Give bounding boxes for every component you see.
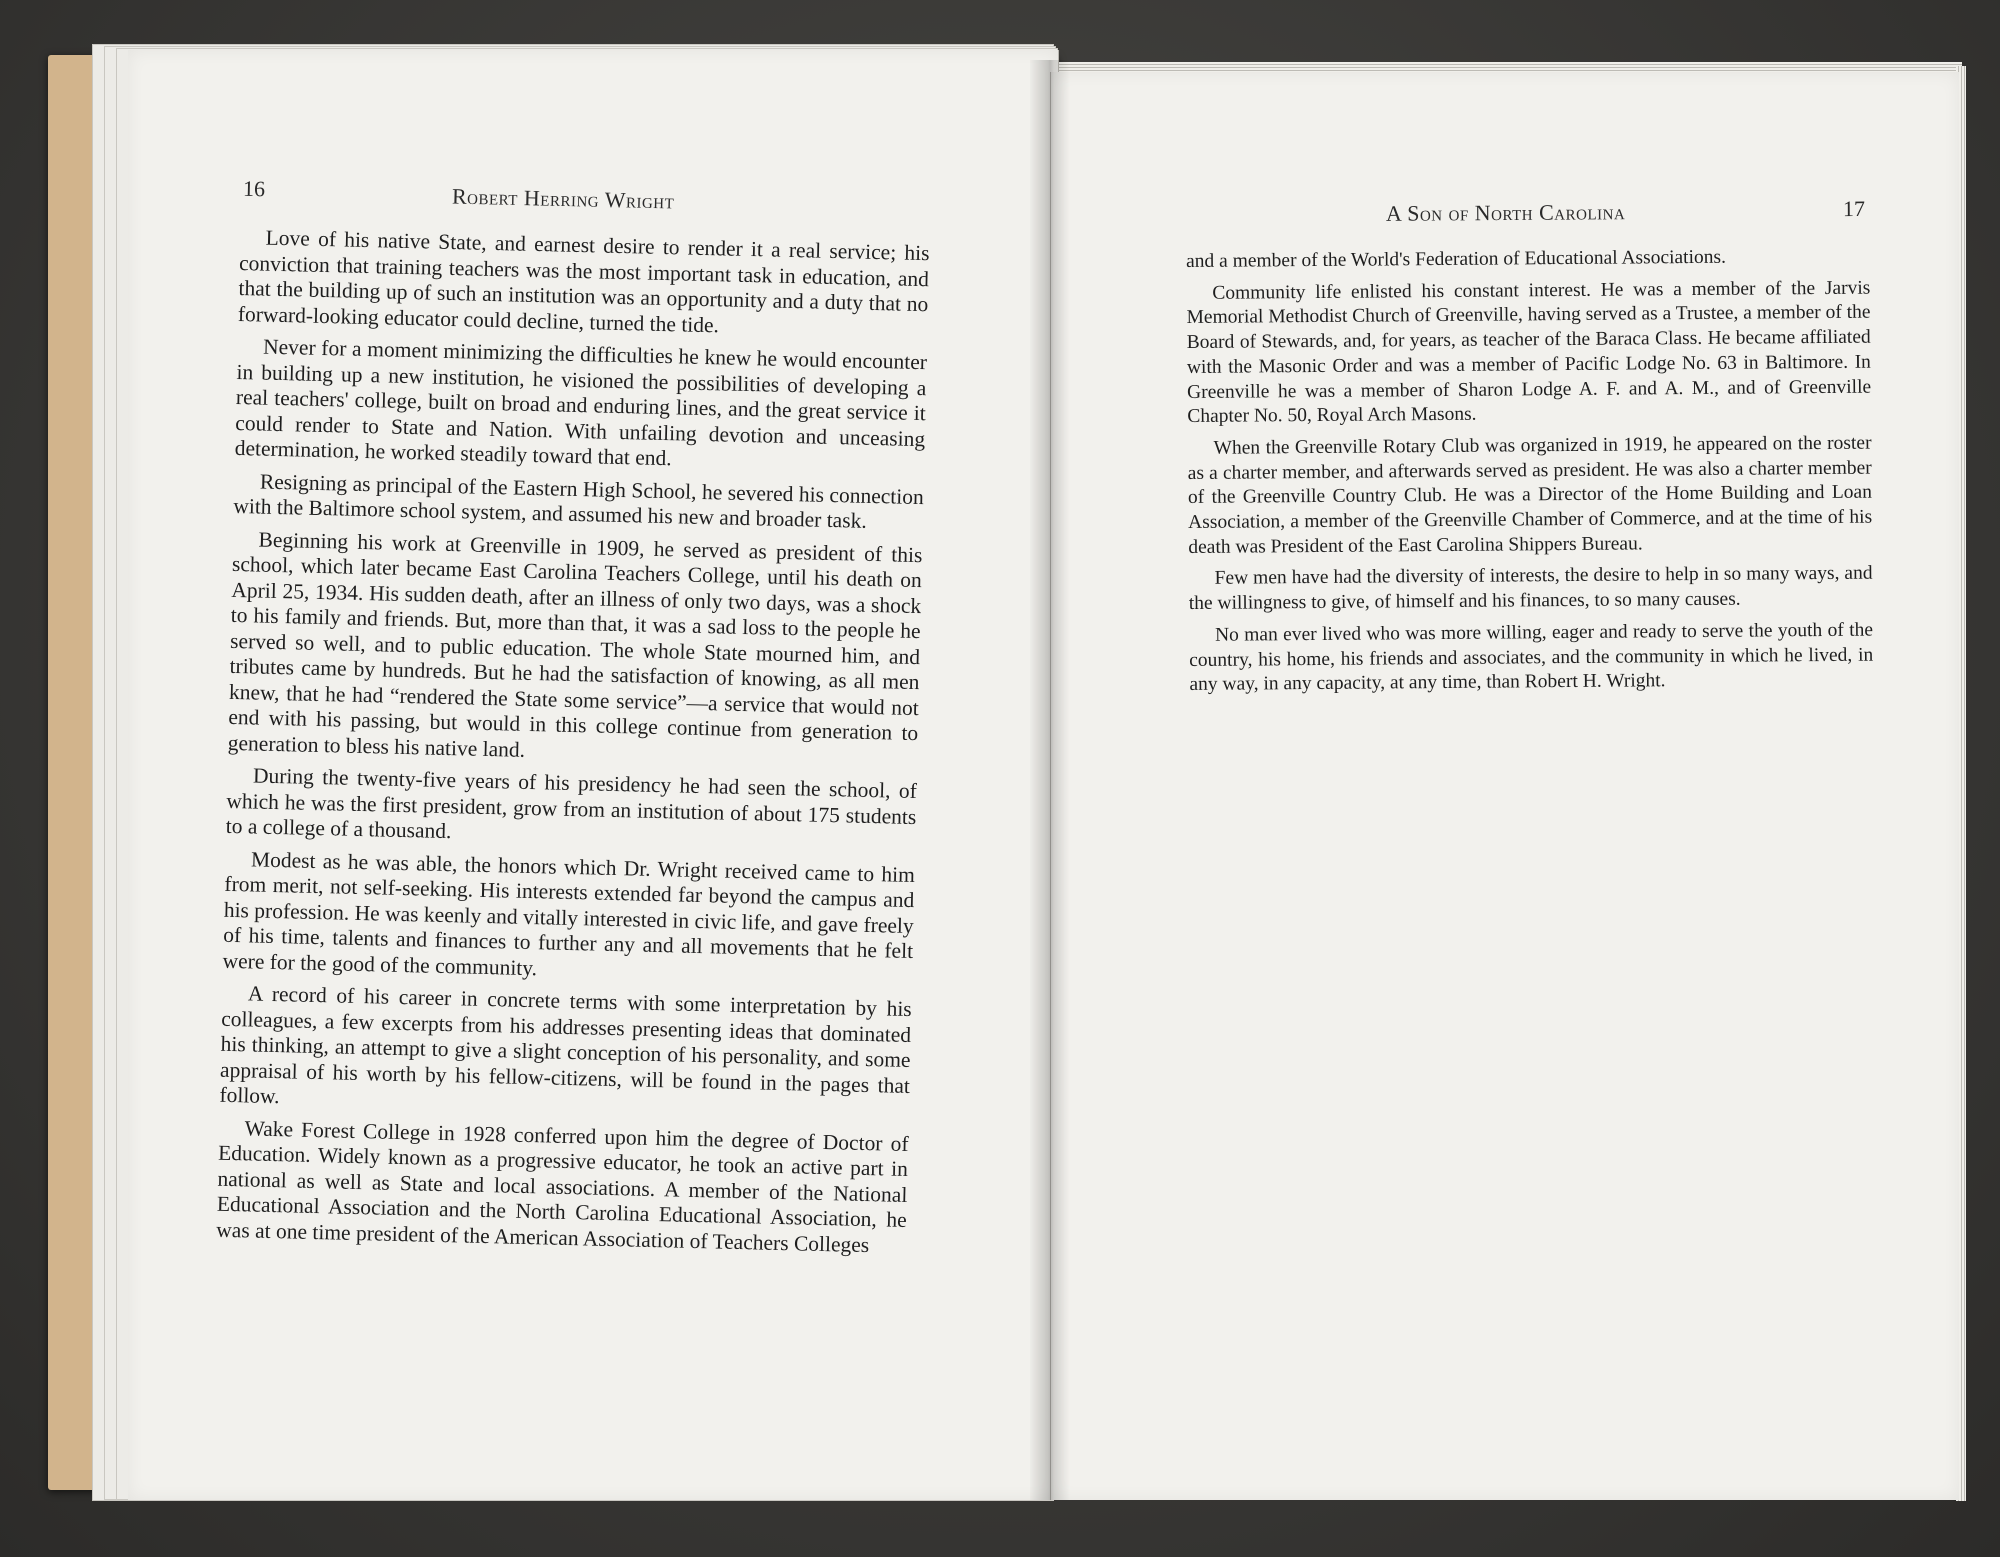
left-paragraph: During the twenty-five years of his presidency he had seen the school, of which he was the first president, grow from an institution of about 175 students to a college of a thousand. bbox=[225, 763, 918, 844]
left-paragraph: A record of his career in concrete terms with some interpretation by his colleagues, a few excerpts from his addresses presenting ideas that dominated his thinking, an attempt to give a slight conception of his personality, and some appraisal of his worth by his fellow-citizens, will be found in the pages that follow. bbox=[219, 981, 912, 1109]
right-running-head: A Son of North Carolina bbox=[1385, 199, 1626, 226]
left-paragraph: Resigning as principal of the Eastern High School, he severed his connection with the Baltimore school system, and assumed his new and broader task. bbox=[233, 469, 925, 533]
left-paragraph: Beginning his work at Greenville in 1909, he served as president of this school, which later became East Carolina Teachers College, until his death on April 25, 1934. His sudden death, after an illness of only two days, was a shock to his family and friends. But, more than that, it was a sad loss to the people he served so well, and to public education. The whole State mourned him, and tributes came by hundreds. But he had the satisfaction of knowing, as all men knew, that he had “rendered the State some service”—a service that would not end with his passing, but would in this college continue from generation to generation to bless his native land. bbox=[227, 527, 923, 762]
left-page-body bbox=[216, 225, 930, 1266]
right-paragraph: and a member of the World's Federation of Educational Associations. bbox=[1186, 246, 1727, 272]
book-gutter bbox=[1030, 60, 1070, 1500]
right-paragraph: No man ever lived who was more willing, eager and ready to serve the youth of the country, his home, his friends and associates, and the community in which he lived, in any way, in any capacity, at any time, than Robert H. Wright. bbox=[1189, 619, 1874, 696]
right-paragraph: Few men have had the diversity of interests, the desire to help in so many ways, and the willingness to give, of himself and his finances, to so many causes. bbox=[1188, 563, 1873, 615]
right-page-number: 17 bbox=[1842, 195, 1866, 222]
left-paragraph: Modest as he was able, the honors which Dr. Wright received came to him from merit, not self-seeking. His interests extended far beyond the campus and his profession. He was keenly and vitally interested in civic life, and gave freely of his time, talents and finances to further any and all movements that he felt were for the good of the community. bbox=[222, 846, 916, 980]
right-paragraph: Community life enlisted his constant interest. He was a member of the Jarvis Memorial Methodist Church of Greenville, having served as a Trustee, a member of the Board of Stewards, and, for years, as teacher of the Baraca Class. He became affiliated with the Masonic Order and was a member of Pacific Lodge No. 63 in Baltimore. In Greenville he was a member of Sharon Lodge A. F. and A. M., and of Greenville Chapter No. 50, Royal Arch Masons. bbox=[1186, 277, 1872, 428]
right-page-body bbox=[1186, 245, 1874, 705]
left-page-number: 16 bbox=[242, 175, 266, 202]
right-paragraph: When the Greenville Rotary Club was organized in 1919, he appeared on the roster as a charter member, and afterwards served as president. He was also a charter member of the Greenville Country Club. He was a Director of the Home Building and Loan Association, a member of the Greenville Chamber of Commerce, and at the time of his death was President of the East Carolina Shippers Bureau. bbox=[1187, 432, 1873, 558]
left-paragraph: Love of his native State, and earnest desire to render it a real service; his conviction that training teachers was the most important task in education, and that the building up of such an institution was an opportunity and a duty that no forward-looking educator could decline, turned the tide. bbox=[237, 225, 930, 337]
left-paragraph: Wake Forest College in 1928 conferred upon him the degree of Doctor of Education. Widely known as a progressive educator, he took an active part in national as well as State and local associations. A member of the National Educational Association and the North Carolina Educational Association, he was at one time president of the American Association of Teachers Colleges bbox=[216, 1115, 909, 1257]
left-paragraph: Never for a moment minimizing the difficulties he knew he would encounter in building up a new institution, he visioned the possibilities of developing a real teachers' college, built on broad and enduring lines, and the great service it could render to State and Nation. With unfailing devotion and unceasing determination, he worked steadily toward that end. bbox=[234, 334, 928, 471]
left-running-head: Robert Herring Wright bbox=[451, 183, 675, 214]
